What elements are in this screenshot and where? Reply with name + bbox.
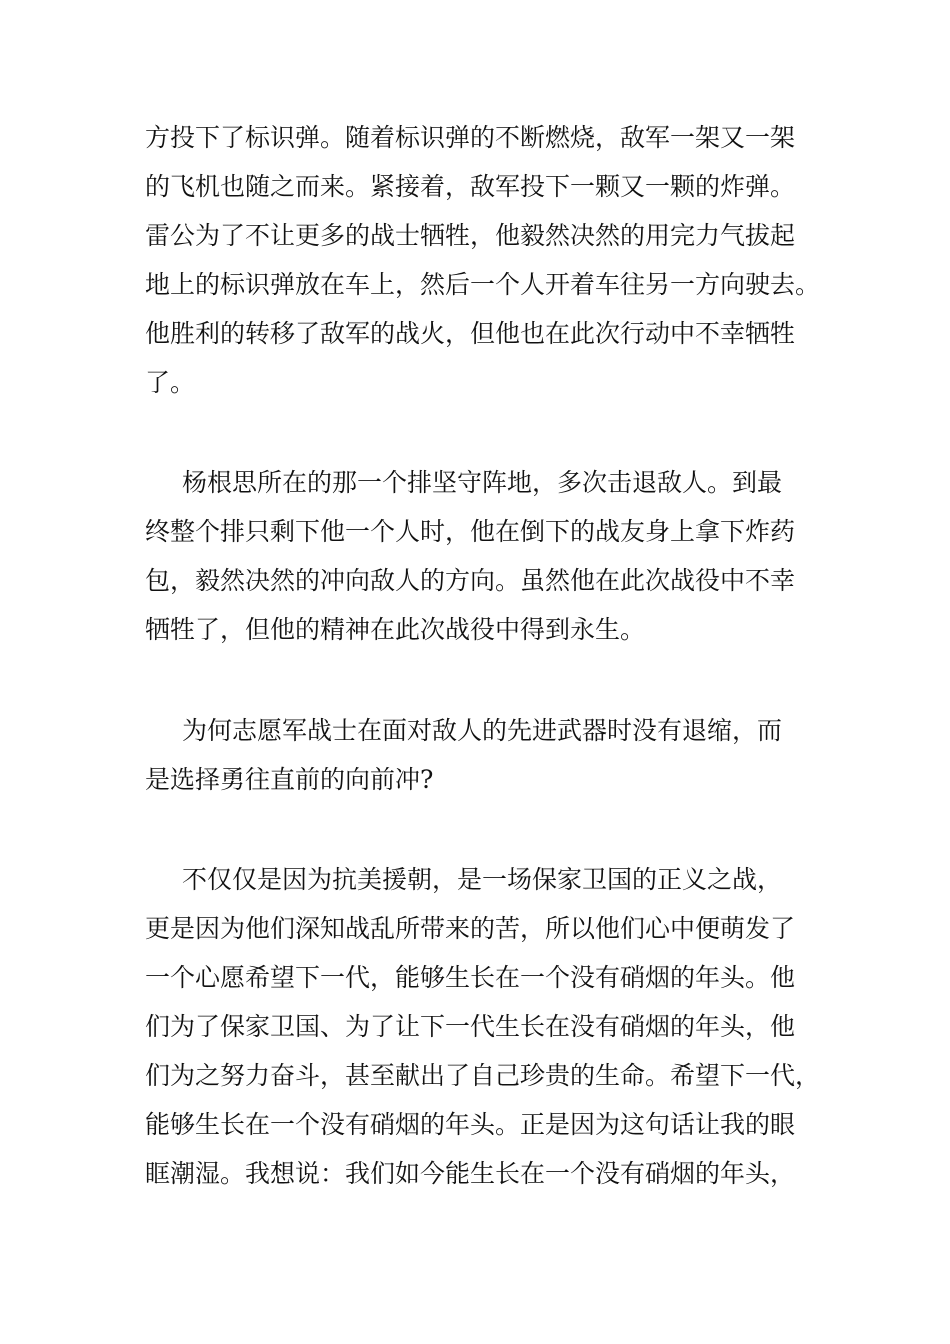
text-line: 为何志愿军战士在面对敌人的先进武器时没有退缩，而 [182,716,783,745]
text-line: 是选择勇往直前的向前冲? [145,765,434,794]
text-line: 了。 [145,368,196,397]
text-line: 眶潮湿。我想说：我们如今能生长在一个没有硝烟的年头， [145,1159,796,1188]
text-line: 他胜利的转移了敌军的战火，但他也在此次行动中不幸牺牲 [145,319,796,348]
text-line: 包，毅然决然的冲向敌人的方向。虽然他在此次战役中不幸 [145,566,796,595]
paragraph-yang-gensi [145,458,795,654]
text-line: 雷公为了不让更多的战士牺牲，他毅然决然的用完力气拔起 [145,221,796,250]
text-line: 们为之努力奋斗，甚至献出了自己珍贵的生命。希望下一代， [145,1061,821,1090]
text-line: 一个心愿希望下一代，能够生长在一个没有硝烟的年头。他 [145,963,796,992]
paragraph-answer [145,855,820,1198]
text-line: 不仅仅是因为抗美援朝，是一场保家卫国的正义之战， [182,865,783,894]
text-line: 的飞机也随之而来。紧接着，敌军投下一颗又一颗的炸弹。 [145,172,796,201]
paragraph-lei-gong [145,113,820,407]
text-line: 能够生长在一个没有硝烟的年头。正是因为这句话让我的眼 [145,1110,796,1139]
text-line: 牺牲了，但他的精神在此次战役中得到永生。 [145,615,646,644]
text-line: 更是因为他们深知战乱所带来的苦，所以他们心中便萌发了 [145,914,796,943]
text-line: 杨根思所在的那一个排坚守阵地，多次击退敌人。到最 [182,468,783,497]
text-line: 们为了保家卫国、为了让下一代生长在没有硝烟的年头，他 [145,1012,796,1041]
text-line: 方投下了标识弹。随着标识弹的不断燃烧，敌军一架又一架 [145,123,796,152]
paragraph-question [145,706,782,804]
text-line: 地上的标识弹放在车上，然后一个人开着车往另一方向驶去。 [145,270,821,299]
text-line: 终整个排只剩下他一个人时，他在倒下的战友身上拿下炸药 [145,517,796,546]
